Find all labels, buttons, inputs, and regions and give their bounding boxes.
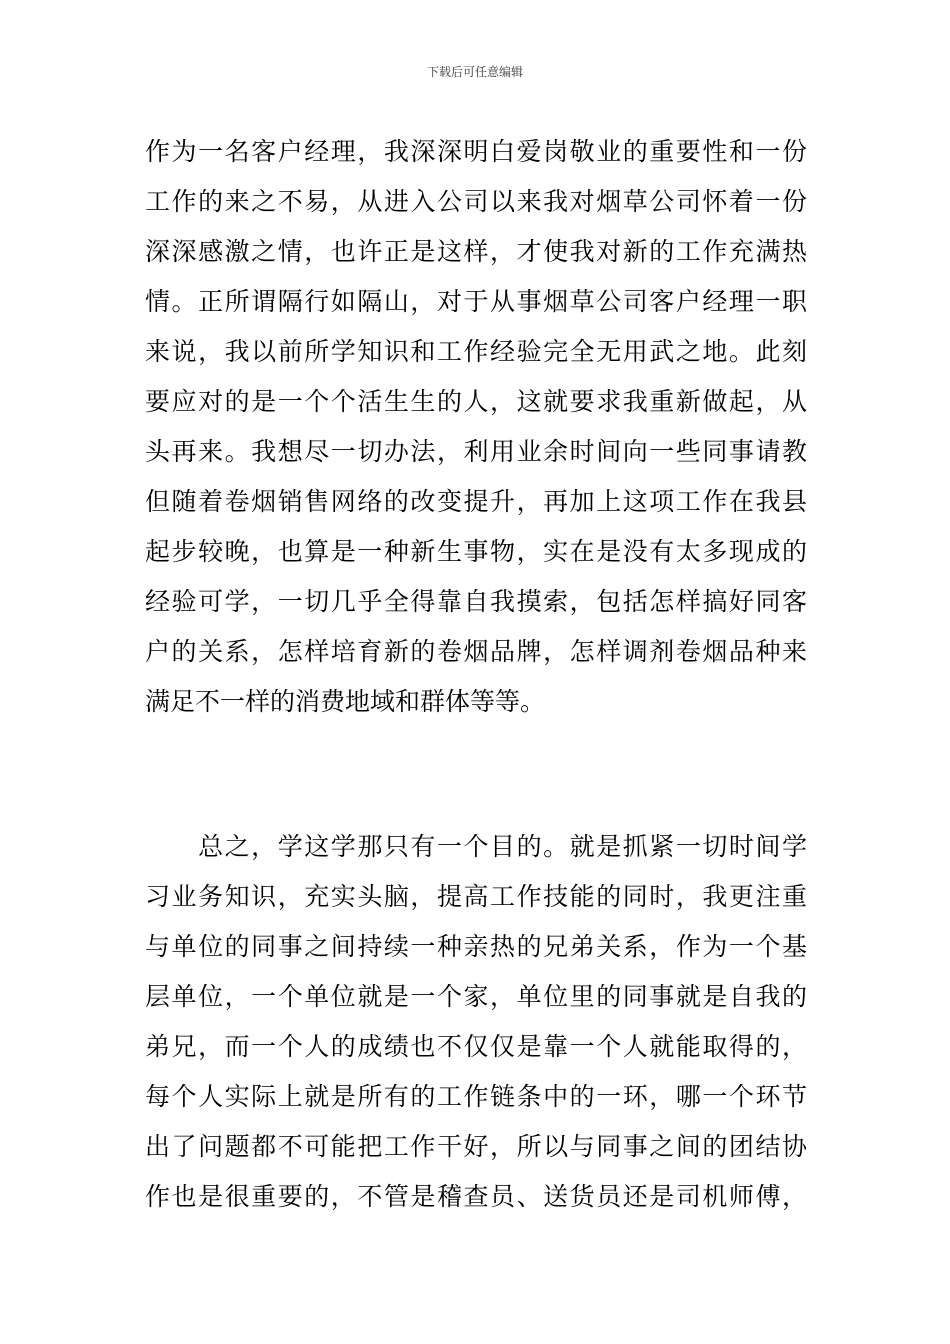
- page-header-note: 下载后可任意编辑: [426, 65, 523, 79]
- paragraph-line: 总之，学这学那只有一个目的。就是抓紧一切时间学: [145, 832, 807, 861]
- paragraph-line: 出了问题都不可能把工作干好，所以与同事之间的团结协: [145, 1132, 807, 1161]
- paragraph-line: 满足不一样的消费地域和群体等等。: [145, 687, 546, 716]
- paragraph-line: 起步较晚，也算是一种新生事物，实在是没有太多现成的: [145, 537, 807, 566]
- paragraph-2: [145, 822, 807, 1222]
- paragraph-line: 层单位，一个单位就是一个家，单位里的同事就是自我的: [145, 982, 807, 1011]
- paragraph-line: 要应对的是一个个活生生的人，这就要求我重新做起，从: [145, 387, 807, 416]
- paragraph-line: 作也是很重要的，不管是稽查员、送货员还是司机师傅，: [145, 1182, 807, 1211]
- paragraph-line: 头再来。我想尽一切办法，利用业余时间向一些同事请教: [145, 437, 807, 466]
- paragraph-line: 户的关系，怎样培育新的卷烟品牌，怎样调剂卷烟品种来: [145, 637, 807, 666]
- paragraph-line: 深深感激之情，也许正是这样，才使我对新的工作充满热: [145, 237, 807, 266]
- paragraph-line: 但随着卷烟销售网络的改变提升，再加上这项工作在我县: [145, 487, 807, 516]
- paragraph-line: 作为一名客户经理，我深深明白爱岗敬业的重要性和一份: [145, 137, 807, 166]
- paragraph-line: 与单位的同事之间持续一种亲热的兄弟关系，作为一个基: [145, 932, 807, 961]
- paragraph-line: 每个人实际上就是所有的工作链条中的一环，哪一个环节: [145, 1082, 807, 1111]
- paragraph-line: 弟兄，而一个人的成绩也不仅仅是靠一个人就能取得的，: [145, 1032, 807, 1061]
- paragraph-line: 习业务知识，充实头脑，提高工作技能的同时，我更注重: [145, 882, 807, 911]
- paragraph-line: 经验可学，一切几乎全得靠自我摸索，包括怎样搞好同客: [145, 587, 807, 616]
- paragraph-1: [145, 127, 807, 727]
- paragraph-line: 情。正所谓隔行如隔山，对于从事烟草公司客户经理一职: [145, 287, 807, 316]
- paragraph-line: 工作的来之不易，从进入公司以来我对烟草公司怀着一份: [145, 187, 807, 216]
- paragraph-line: 来说，我以前所学知识和工作经验完全无用武之地。此刻: [145, 337, 807, 366]
